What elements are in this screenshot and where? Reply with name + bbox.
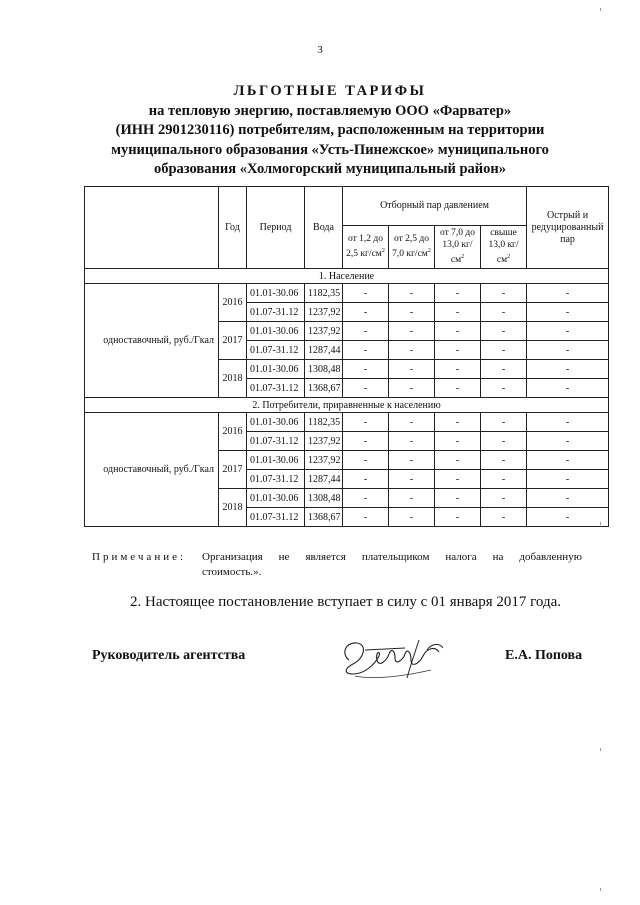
steam-cell: -: [343, 303, 389, 322]
period-cell: 01.01-30.06: [247, 489, 305, 508]
steam-cell: -: [435, 284, 481, 303]
steam-cell: -: [389, 284, 435, 303]
header-sharp-steam: Острый и редуцированный пар: [527, 187, 609, 269]
water-cell: 1368,67: [305, 379, 343, 398]
scan-mark: [600, 888, 601, 891]
section-title: 1. Население: [85, 269, 609, 284]
header-water: Вода: [305, 187, 343, 269]
sharp-steam-cell: -: [527, 322, 609, 341]
note-word: является: [305, 551, 346, 563]
table-body: [85, 269, 609, 527]
steam-cell: -: [389, 470, 435, 489]
steam-cell: -: [481, 360, 527, 379]
sharp-steam-cell: -: [527, 489, 609, 508]
note: [92, 550, 582, 580]
header-steam-1-text: от 1,2 до 2,5 кг/см: [346, 234, 383, 260]
steam-cell: -: [481, 489, 527, 508]
steam-cell: -: [343, 379, 389, 398]
period-cell: 01.07-31.12: [247, 470, 305, 489]
water-cell: 1237,92: [305, 322, 343, 341]
header-steam-3: [435, 226, 481, 269]
sharp-steam-cell: -: [527, 360, 609, 379]
handwritten-signature: [335, 630, 450, 685]
steam-cell: -: [435, 322, 481, 341]
steam-cell: -: [435, 303, 481, 322]
sharp-steam-cell: -: [527, 451, 609, 470]
water-cell: 1237,92: [305, 432, 343, 451]
title-line-1: ЛЬГОТНЫЕ ТАРИФЫ: [233, 83, 427, 99]
steam-cell: -: [435, 379, 481, 398]
year-cell: 2016: [219, 413, 247, 451]
steam-cell: -: [343, 451, 389, 470]
steam-cell: -: [389, 489, 435, 508]
note-line-2: стоимость.».: [202, 566, 262, 578]
steam-cell: -: [435, 360, 481, 379]
header-empty: [85, 187, 219, 269]
scan-mark: [600, 748, 601, 751]
steam-cell: -: [481, 303, 527, 322]
year-cell: 2016: [219, 284, 247, 322]
water-cell: 1182,35: [305, 413, 343, 432]
section-row: [85, 398, 609, 413]
period-cell: 01.07-31.12: [247, 341, 305, 360]
header-steam-group: Отборный пар давлением: [343, 187, 527, 226]
table-row: [85, 413, 609, 432]
water-cell: 1182,35: [305, 284, 343, 303]
superscript: 2: [381, 248, 385, 255]
steam-cell: -: [389, 508, 435, 527]
steam-cell: -: [435, 432, 481, 451]
steam-cell: -: [435, 489, 481, 508]
superscript: 2: [461, 254, 465, 261]
steam-cell: -: [343, 489, 389, 508]
note-word: на: [492, 551, 504, 563]
note-word: налога: [445, 551, 477, 563]
steam-cell: -: [389, 451, 435, 470]
scan-mark: [600, 8, 601, 11]
period-cell: 01.07-31.12: [247, 303, 305, 322]
steam-cell: -: [481, 379, 527, 398]
year-cell: 2017: [219, 322, 247, 360]
steam-cell: -: [389, 341, 435, 360]
steam-cell: -: [481, 322, 527, 341]
year-cell: 2017: [219, 451, 247, 489]
steam-cell: -: [481, 413, 527, 432]
tariff-type-cell: одноставочный, руб./Гкал: [85, 413, 219, 527]
title-line-2: на тепловую энергию, поставляемую ООО «Фарватер»: [148, 102, 512, 119]
sharp-steam-cell: -: [527, 284, 609, 303]
period-cell: 01.01-30.06: [247, 322, 305, 341]
header-steam-4-text: свыше 13,0 кг/см: [488, 228, 519, 266]
effective-date-paragraph: 2. Настоящее постановление вступает в силу с 01 января 2017 года.: [130, 594, 562, 610]
sharp-steam-cell: -: [527, 341, 609, 360]
header-period: Период: [247, 187, 305, 269]
steam-cell: -: [389, 432, 435, 451]
sharp-steam-cell: -: [527, 432, 609, 451]
superscript: 2: [507, 254, 511, 261]
steam-cell: -: [389, 379, 435, 398]
header-steam-3-text: от 7,0 до 13,0 кг/см: [440, 228, 475, 266]
note-word: добавленную: [519, 551, 582, 563]
steam-cell: -: [343, 508, 389, 527]
title-line-4: муниципального образования «Усть-Пинежское» муниципального: [111, 141, 549, 158]
steam-cell: -: [343, 284, 389, 303]
sharp-steam-cell: -: [527, 303, 609, 322]
steam-cell: -: [435, 508, 481, 527]
steam-cell: -: [481, 470, 527, 489]
water-cell: 1237,92: [305, 303, 343, 322]
steam-cell: -: [481, 284, 527, 303]
steam-cell: -: [481, 451, 527, 470]
note-word: плательщиком: [361, 551, 430, 563]
page-number: 3: [317, 44, 323, 56]
steam-cell: -: [389, 303, 435, 322]
superscript: 2: [427, 248, 431, 255]
note-label: Примечание:: [92, 551, 187, 563]
year-cell: 2018: [219, 360, 247, 398]
section-title: 2. Потребители, приравненные к населению: [85, 398, 609, 413]
header-steam-1: [343, 226, 389, 269]
section-row: [85, 269, 609, 284]
document-title: [60, 82, 600, 180]
header-steam-2: [389, 226, 435, 269]
steam-cell: -: [481, 508, 527, 527]
steam-cell: -: [389, 360, 435, 379]
water-cell: 1308,48: [305, 360, 343, 379]
water-cell: 1287,44: [305, 470, 343, 489]
table-row: [85, 284, 609, 303]
period-cell: 01.01-30.06: [247, 451, 305, 470]
steam-cell: -: [389, 413, 435, 432]
sharp-steam-cell: -: [527, 379, 609, 398]
signatory-title: Руководитель агентства: [92, 648, 246, 663]
steam-cell: -: [435, 451, 481, 470]
steam-cell: -: [481, 432, 527, 451]
sharp-steam-cell: -: [527, 413, 609, 432]
steam-cell: -: [435, 341, 481, 360]
steam-cell: -: [343, 432, 389, 451]
year-cell: 2018: [219, 489, 247, 527]
water-cell: 1287,44: [305, 341, 343, 360]
header-steam-2-text: от 2,5 до 7,0 кг/см: [392, 234, 429, 260]
steam-cell: -: [343, 341, 389, 360]
header-year: Год: [219, 187, 247, 269]
note-line-1: [92, 550, 582, 565]
water-cell: 1368,67: [305, 508, 343, 527]
note-word: не: [278, 551, 290, 563]
period-cell: 01.07-31.12: [247, 508, 305, 527]
scan-mark: [600, 522, 601, 525]
steam-cell: -: [343, 322, 389, 341]
water-cell: 1308,48: [305, 489, 343, 508]
tariff-type-cell: одноставочный, руб./Гкал: [85, 284, 219, 398]
note-word: Организация: [202, 551, 263, 563]
period-cell: 01.01-30.06: [247, 360, 305, 379]
steam-cell: -: [435, 413, 481, 432]
period-cell: 01.01-30.06: [247, 284, 305, 303]
steam-cell: -: [343, 413, 389, 432]
sharp-steam-cell: -: [527, 470, 609, 489]
signatory-name: Е.А. Попова: [505, 648, 583, 663]
steam-cell: -: [481, 341, 527, 360]
steam-cell: -: [435, 470, 481, 489]
tariff-table: [84, 186, 609, 527]
title-line-5: образования «Холмогорский муниципальный район»: [153, 161, 507, 177]
period-cell: 01.07-31.12: [247, 379, 305, 398]
period-cell: 01.07-31.12: [247, 432, 305, 451]
title-line-3: (ИНН 2901230116) потребителям, расположенным на территории: [115, 122, 545, 138]
steam-cell: -: [343, 360, 389, 379]
steam-cell: -: [389, 322, 435, 341]
header-steam-4: [481, 226, 527, 269]
sharp-steam-cell: -: [527, 508, 609, 527]
period-cell: 01.01-30.06: [247, 413, 305, 432]
steam-cell: -: [343, 470, 389, 489]
water-cell: 1237,92: [305, 451, 343, 470]
